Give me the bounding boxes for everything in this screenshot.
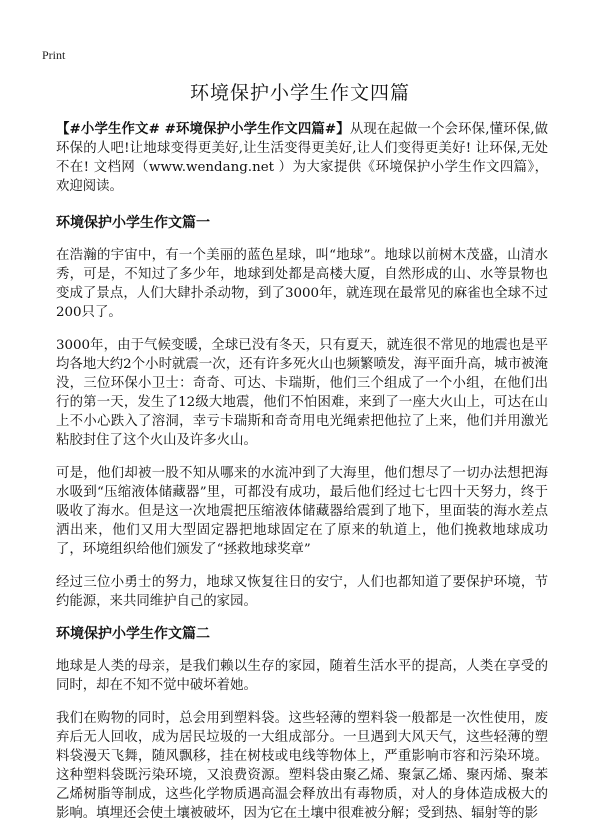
section-2 [56,625,548,823]
intro-paragraph [56,120,548,196]
paragraph: 我们在购物的同时，总会用到塑料袋。这些轻薄的塑料袋一般都是一次性使用，废弃后无人回收，成为居民垃圾的一大组成部分。一旦遇到大风天气，这些轻薄的塑料袋漫天飞舞，随风飘移，挂在树枝或电线等物体上，严重影响市容和污染环境。这种塑料袋既污染环境，又浪费资源。塑料袋由聚乙烯、聚氯乙烯、聚丙烯、聚苯乙烯树脂等制成，这些化学物质遇高温会释放出有毒物质，对人的身体造成极大的影响。填埋还会使土壤被破坏，因为它在土壤中很难被分解；受到热、辐射等的影 [56,711,548,821]
section-1 [56,214,548,611]
section-heading: 环境保护小学生作文篇一 [56,215,210,231]
paragraph: 3000年，由于气候变暖，全球已没有冬天，只有夏天，就连很不常见的地震也是平均各地大约2个小时就震一次，还有许多死火山也频繁喷发，海平面升高，城市被淹没，三位环保小卫士：奇奇、可达、卡瑞斯，他们三个组成了一个小组，在他们出行的第一天，发生了12级大地震，他们不怕困难，来到了一座大火山上，可达在山上不小心跌入了溶洞，幸亏卡瑞斯和奇奇用电光绳索把他拉了上来，他们并用激光粘胶封住了这个火山及许多火山。 [56,338,548,448]
intro-text: 从现在起做一个会环保,懂环保,做环保的人吧!让地球变得更美好,让生活变得更美好,让人们变得更美好! 让环保,无处不在! 文档网（www.wendang.net ）为大家提供《环境保护小学生作文四篇》，欢迎阅读。 [56,122,548,194]
section-heading: 环境保护小学生作文篇二 [56,626,210,642]
paragraph: 在浩瀚的宇宙中，有一个美丽的蓝色星球，叫“地球”。地球以前树木茂盛，山清水秀，可是，不知过了多少年，地球到处都是高楼大厦，自然形成的山、水等景物也变成了景点，人们大肆扑杀动物，到了3000年，就连现在最常见的麻雀也全球不过200只了。 [56,248,548,320]
paragraph: 可是，他们却被一股不知从哪来的水流冲到了大海里，他们想尽了一切办法想把海水吸到“压缩液体储藏器”里，可都没有成功，最后他们经过七七四十天努力，终于吸收了海水。但是这一次地震把压缩液体储藏器给震到了地下，里面装的海水差点洒出来，他们又用大型固定器把地球固定在了原来的轨道上，他们挽救地球成功了，环境组织给他们颁发了“拯救地球奖章” [56,466,548,557]
intro-tag: 【#小学生作文# #环境保护小学生作文四篇#】 [56,121,350,137]
paragraph: 经过三位小勇士的努力，地球又恢复往日的安宁，人们也都知道了要保护环境，节约能源，来共同维护自己的家园。 [56,575,548,609]
page-title: 环境保护小学生作文四篇 [189,82,410,104]
print-label: Print [42,48,66,62]
paragraph: 地球是人类的母亲，是我们赖以生存的家园，随着生活水平的提高，人类在享受的同时，却在不知不觉中破坏着她。 [56,659,548,693]
article-body [56,120,548,828]
